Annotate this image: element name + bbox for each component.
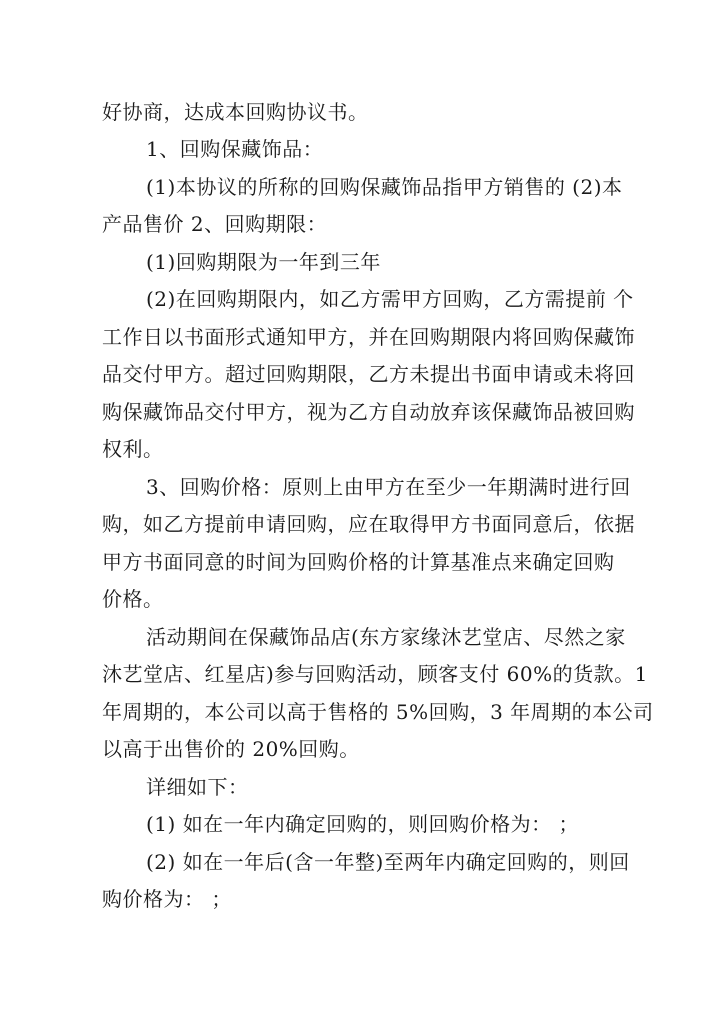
text-line: (1)回购期限为一年到三年: [146, 250, 381, 274]
text-line: 购保藏饰品交付甲方，视为乙方自动放弃该保藏饰品被回购: [102, 400, 635, 424]
text-line: 权利。: [102, 437, 164, 461]
text-line: 3、回购价格：原则上由甲方在至少一年期满时进行回: [146, 475, 631, 499]
text-line: 详细如下：: [146, 775, 249, 799]
text-line: 1、回购保藏饰品：: [146, 137, 324, 161]
text-line: 甲方书面同意的时间为回购价格的计算基准点来确定回购: [102, 550, 615, 574]
text-line: 购，如乙方提前申请回购，应在取得甲方书面同意后，依据: [102, 512, 635, 536]
text-line: 品交付甲方。超过回购期限，乙方未提出书面申请或未将回: [102, 362, 635, 386]
text-line: (2) 如在一年后(含一年整)至两年内确定回购的，则回: [146, 850, 630, 874]
text-line: 工作日以书面形式通知甲方，并在回购期限内将回购保藏饰: [102, 325, 635, 349]
text-line: 沐艺堂店、红星店)参与回购活动，顾客支付 60%的货款。1: [102, 662, 648, 686]
text-line: 价格。: [102, 587, 164, 611]
text-line: (1)本协议的所称的回购保藏饰品指甲方销售的 (2)本: [146, 175, 623, 199]
text-line: 以高于出售价的 20%回购。: [102, 737, 360, 761]
text-line: 好协商，达成本回购协议书。: [102, 100, 369, 124]
text-line: (1) 如在一年内确定回购的，则回购价格为： ；: [146, 812, 580, 836]
text-line: 活动期间在保藏饰品店(东方家缘沐艺堂店、尽然之家: [146, 625, 626, 649]
text-line: 购价格为： ；: [102, 887, 232, 911]
text-line: (2)在回购期限内，如乙方需甲方回购，乙方需提前 个: [146, 287, 634, 311]
text-line: 产品售价 2、回购期限：: [102, 212, 328, 236]
text-line: 年周期的，本公司以高于售格的 5%回购，3 年周期的本公司: [102, 700, 654, 724]
